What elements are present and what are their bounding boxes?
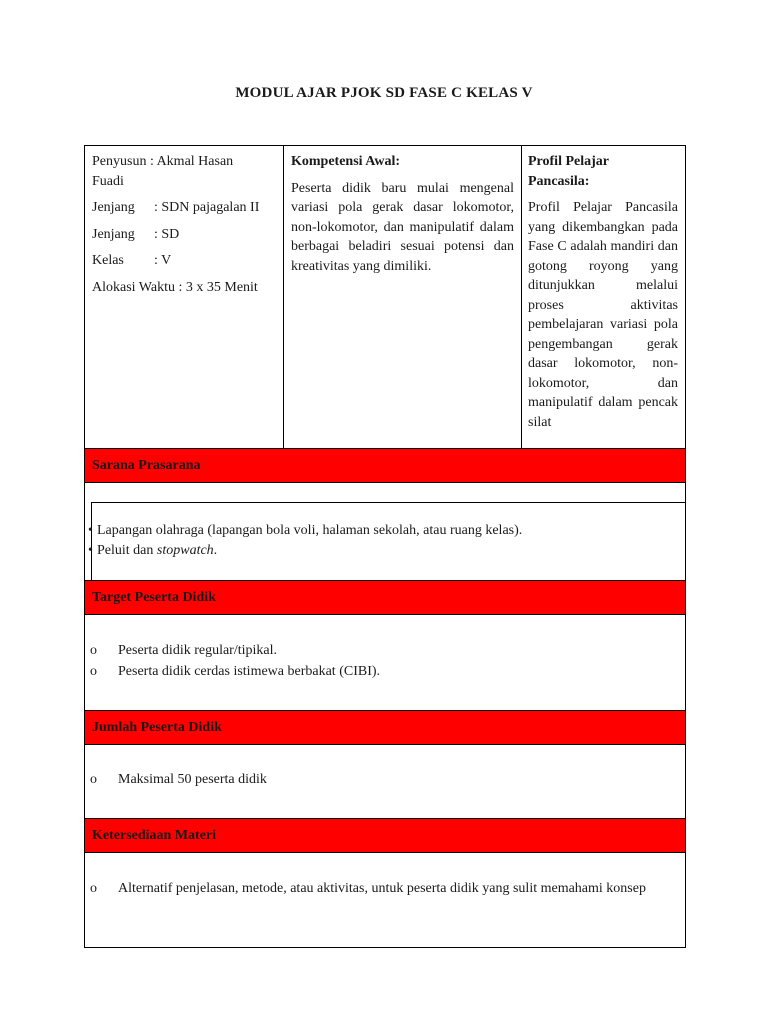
profil-heading-line-1: Profil Pelajar bbox=[528, 154, 609, 169]
divider bbox=[84, 852, 686, 853]
sarana-item-text: Peluit dan bbox=[97, 543, 157, 558]
sarana-item-text: Lapangan olahraga (lapangan bola voli, halaman sekolah, atau ruang kelas). bbox=[97, 523, 523, 538]
divider bbox=[84, 744, 686, 745]
class-row bbox=[92, 251, 278, 271]
level-row bbox=[92, 225, 278, 245]
field-label: Jenjang bbox=[92, 226, 135, 242]
profil-cell bbox=[528, 152, 678, 432]
ketersediaan-item-1 bbox=[90, 878, 680, 899]
jumlah-item-1 bbox=[90, 769, 680, 790]
list-marker: o bbox=[90, 643, 97, 658]
kompetensi-text: Peserta didik baru mulai mengenal variasi pola gerak dasar lokomotor, non-lokomotor, dan manipulatif dalam berbagai beladiri sesuai potensi dan kreativitas yang dimiliki. bbox=[291, 180, 514, 274]
field-label: Jenjang bbox=[92, 200, 135, 215]
bullet-icon: • bbox=[88, 543, 93, 558]
time-allocation: Alokasi Waktu : 3 x 35 Menit bbox=[92, 279, 258, 295]
kompetensi-heading: Kompetensi Awal: bbox=[291, 154, 401, 169]
section-bar-sarana: Sarana Prasarana bbox=[85, 449, 685, 482]
list-marker: o bbox=[90, 772, 97, 787]
target-item-text: Peserta didik regular/tipikal. bbox=[118, 643, 278, 658]
sarana-item-1 bbox=[88, 521, 522, 540]
list-marker: o bbox=[90, 881, 97, 896]
section-bar-jumlah: Jumlah Peserta Didik bbox=[85, 711, 685, 744]
divider bbox=[84, 614, 686, 615]
list-marker: o bbox=[90, 664, 97, 679]
author-line-2: Fuadi bbox=[92, 173, 124, 189]
field-value: : SD bbox=[154, 226, 180, 242]
field-value: : V bbox=[154, 253, 172, 268]
target-item-text: Peserta didik cerdas istimewa berbakat (CIBI). bbox=[118, 664, 381, 679]
sarana-item-2 bbox=[88, 541, 217, 560]
target-item-2 bbox=[90, 661, 680, 682]
profil-heading bbox=[528, 152, 678, 191]
divider bbox=[84, 482, 686, 483]
target-item-1 bbox=[90, 640, 680, 661]
section-bar-target: Target Peserta Didik bbox=[85, 581, 685, 614]
ketersediaan-item-text: Alternatif penjelasan, metode, atau aktivitas, untuk peserta didik yang sulit memahami konsep bbox=[118, 881, 646, 896]
sarana-item-italic: stopwatch bbox=[156, 543, 214, 558]
author-line-1: Penyusun : Akmal Hasan bbox=[92, 154, 234, 169]
field-label: Kelas bbox=[92, 253, 124, 268]
school-row bbox=[92, 198, 278, 218]
identity-cell bbox=[92, 152, 278, 297]
jumlah-item-text: Maksimal 50 peserta didik bbox=[118, 772, 267, 787]
profil-heading-line-2: Pancasila: bbox=[528, 173, 590, 189]
kompetensi-cell bbox=[291, 152, 514, 276]
section-bar-ketersediaan: Ketersediaan Materi bbox=[85, 819, 685, 852]
sarana-item-suffix: . bbox=[213, 543, 218, 558]
profil-text: Profil Pelajar Pancasila yang dikembangkan pada Fase C adalah mandiri dan gotong royong yang ditunjukkan melalui proses aktivitas pembelajaran variasi pola pengembangan gerak dasar lokomotor, non-lokomotor, dan manipulatif dalam pencak silat bbox=[528, 200, 678, 430]
field-value: : SDN pajagalan II bbox=[154, 200, 260, 215]
column-divider-1 bbox=[283, 145, 284, 449]
column-divider-2 bbox=[521, 145, 522, 449]
bullet-icon: • bbox=[88, 523, 93, 538]
document-title: MODUL AJAR PJOK SD FASE C KELAS V bbox=[235, 85, 533, 101]
